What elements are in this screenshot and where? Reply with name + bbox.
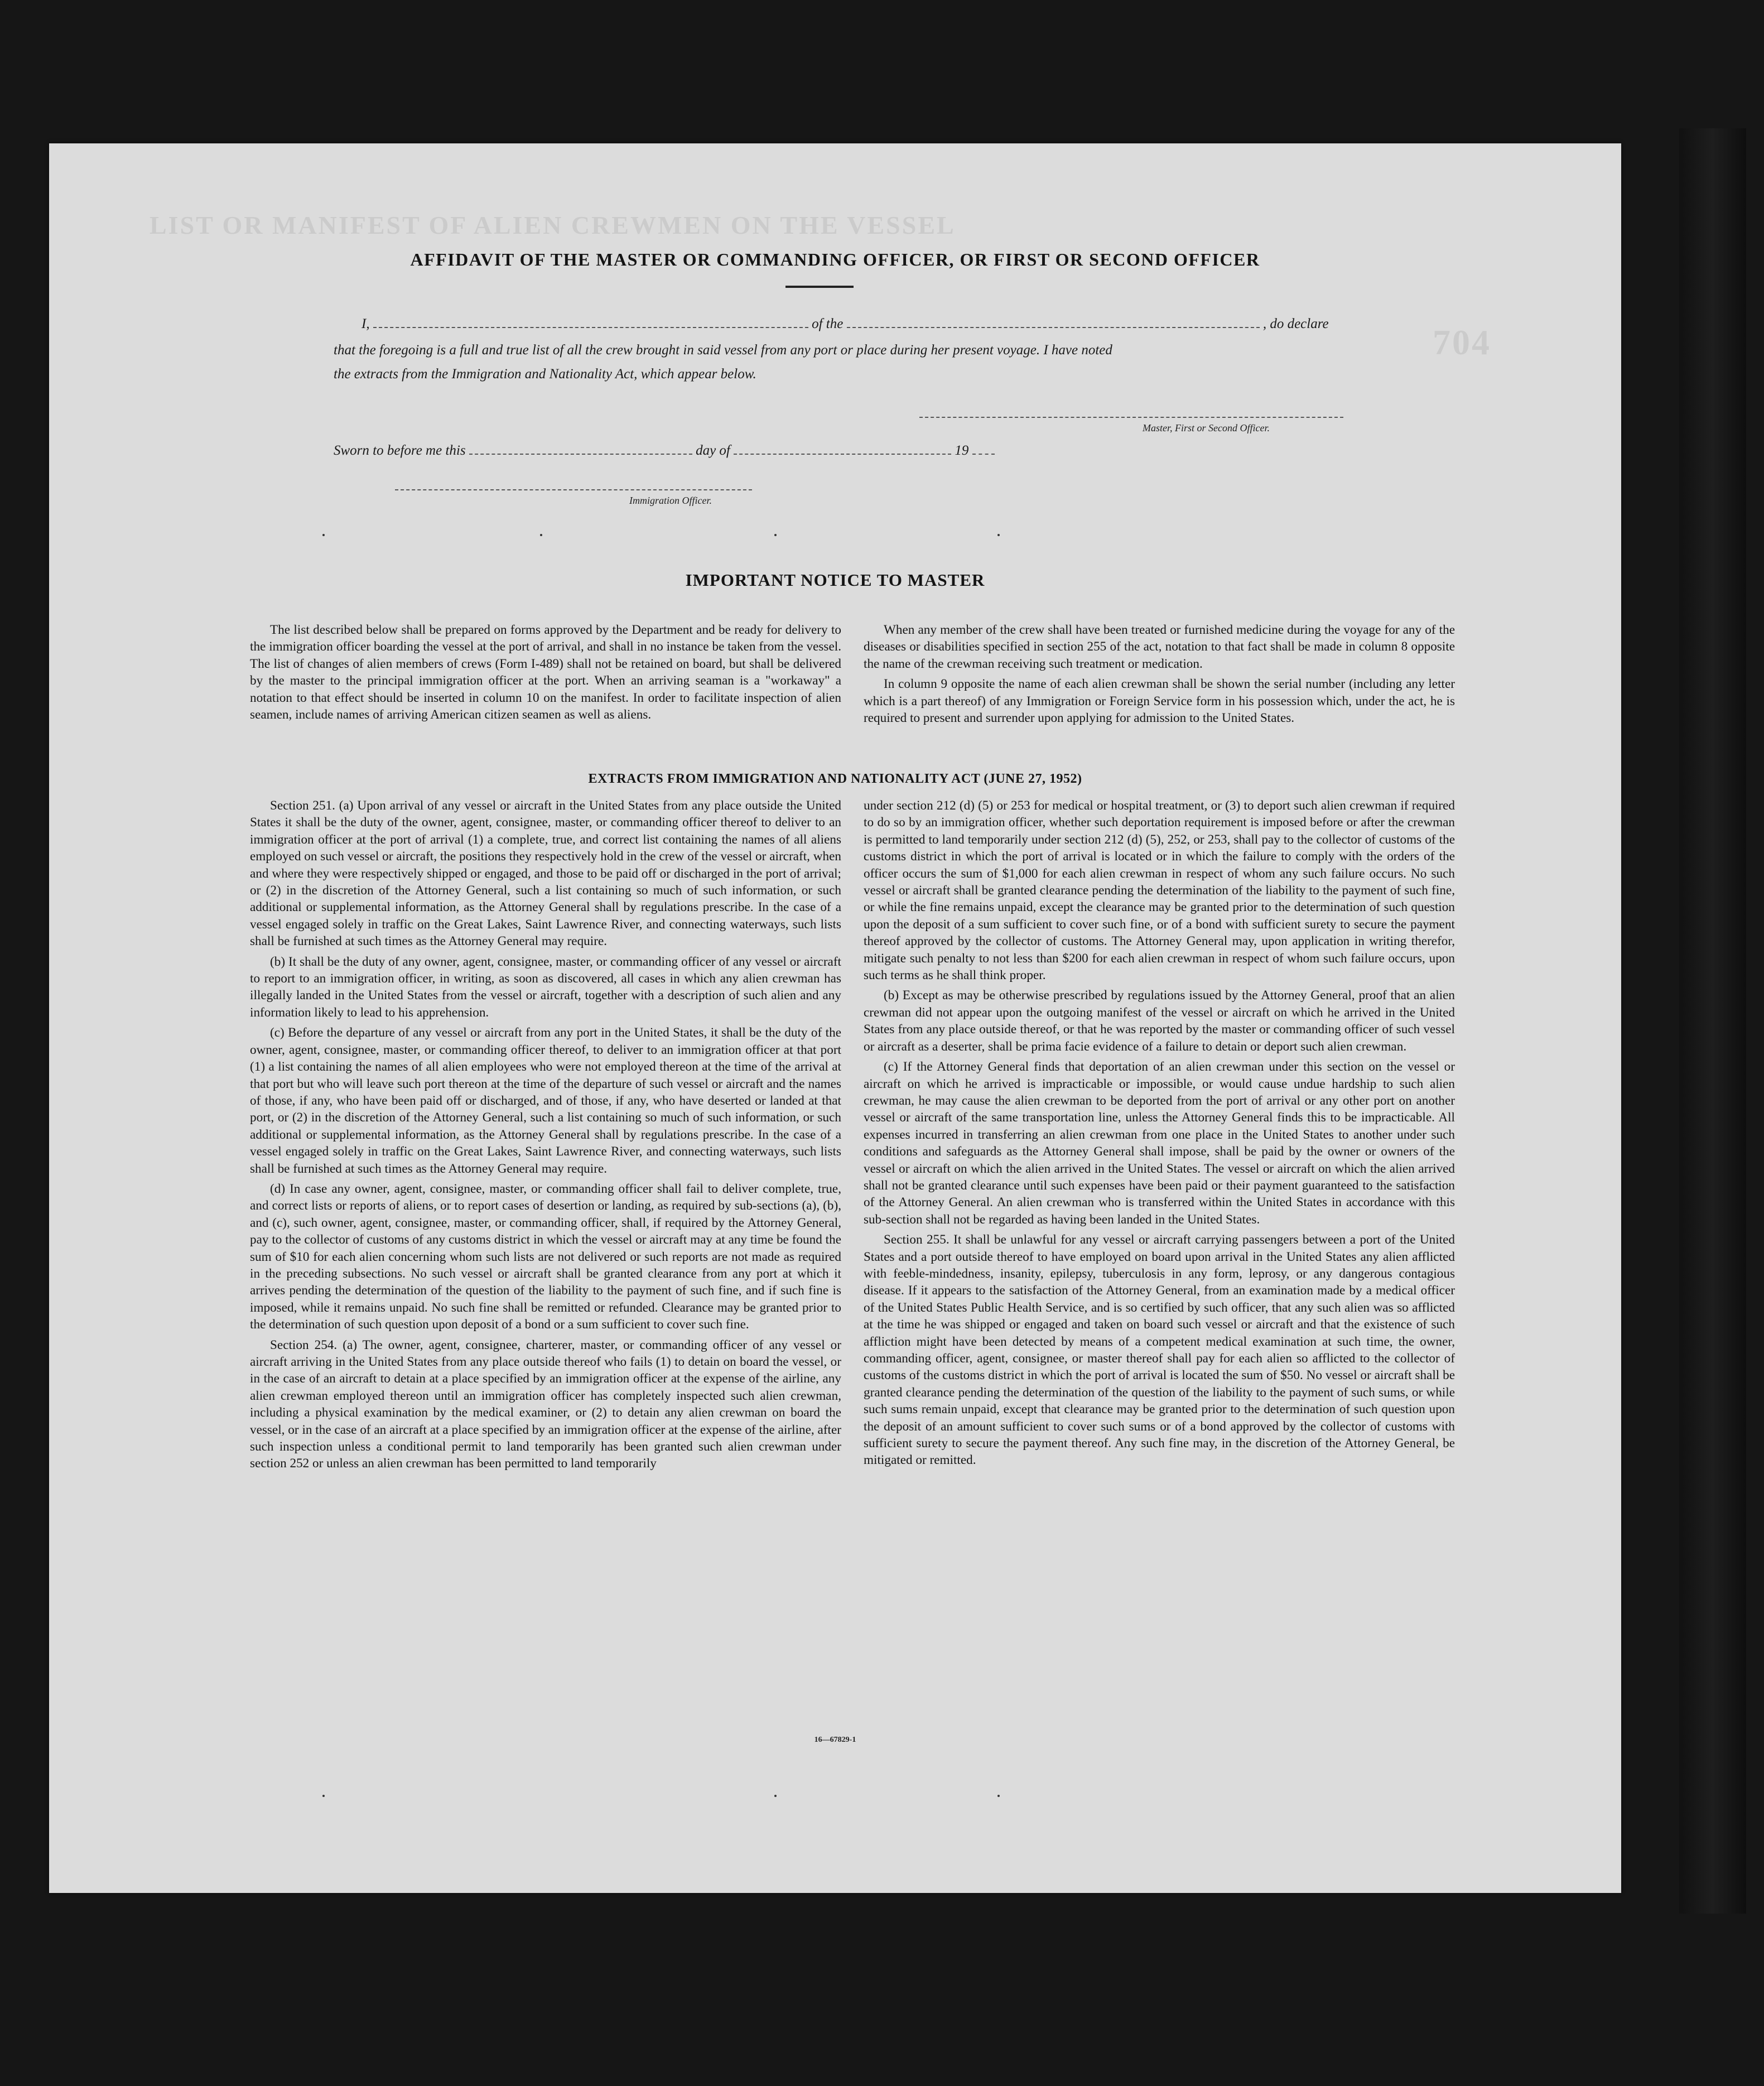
extract-section-254a: Section 254. (a) The owner, agent, consignee, charterer, master, or commanding officer of any vessel or aircraft arriving in the United States from any place outside thereof who fails (1) to detain on board the vessel, or in the case of an aircraft to detain at a place specified by an immigration officer at the expense of the airline, any alien crewman employed thereon until an immigration officer has completely inspected such alien crewman, including a physical examination by the medical examiner, or (2) to detain any alien crewman on board the vessel, or in the case of an aircraft at a place specified by an immigration officer at the expense of the airline, after such inspection unless a conditional permit to land temporarily has been granted such alien crewman under section 252 or unless an alien crewman has been permitted to land temporarily [250,1337,841,1471]
form-code: 16—67829-1 [814,1736,856,1744]
affidavit-title: AFFIDAVIT OF THE MASTER OR COMMANDING OFFICER, OR FIRST OR SECOND OFFICER [410,249,1260,269]
speck [997,1795,1000,1797]
notice-left-column [250,622,841,726]
declarant-name-field[interactable] [373,317,808,328]
sworn-line [334,443,995,459]
sworn-prefix: Sworn to before me this [334,443,466,458]
declarant-prefix: I, [362,316,370,331]
extract-section-251b: (b) It shall be the duty of any owner, agent, consignee, master, or commanding officer of any vessel or aircraft to report to an immigration officer, in writing, as soon as discovered, all cases in which any alien crewman has illegally landed in the United States from the vessel or aircraft, together with a description of such alien and any information likely to lead to his apprehension. [250,954,841,1020]
vessel-name-field[interactable] [847,317,1260,328]
immigration-officer-caption: Immigration Officer. [629,495,712,506]
speck [322,1795,325,1797]
extracts-left-column [250,797,841,1476]
adjacent-page-edge [1679,128,1746,1914]
extracts-title: EXTRACTS FROM IMMIGRATION AND NATIONALITY ACT (JUNE 27, 1952) [588,772,1082,786]
extract-section-251c: (c) Before the departure of any vessel or aircraft from any port in the United States, it shall be the duty of the owner, agent, consignee, master, or commanding officer thereof, to deliver to an immigration officer at that port (1) a list containing the names of all alien employees who were not employed thereon at the time of the arrival at that port but who will leave such port thereon at the time of the departure of such vessel or aircraft and the names of those, if any, who have been paid off or discharged, and of those, if any, who have deserted or landed at that port, or (2) in the discretion of the Attorney General, such a list containing so much of such information, or such additional or supplemental information, as the Attorney General shall by regulations prescribe. In the case of a vessel engaged solely in traffic on the Great Lakes, Saint Lawrence River, and connecting waterways, such lists shall be furnished at such times as the Attorney General may require. [250,1025,841,1176]
bleed-through-number: 704 [1433,322,1491,362]
speck [322,534,325,536]
immigration-officer-signature-line[interactable] [395,489,752,490]
extract-section-254b: (b) Except as may be otherwise prescribed by regulations issued by the Attorney General, proof that an alien crewman did not appear upon the outgoing manifest of the vessel or aircraft on which he arrived in the United States from any place outside thereof, or that he was reported by the master or commanding officer of such vessel or aircraft as a deserter, shall be prima facie evidence of a failure to detain or deport such alien crewman. [864,988,1455,1054]
notice-right-paragraph-1: When any member of the crew shall have been treated or furnished medicine during the voyage for any of the diseases or disabilities specified in section 255 of the act, notation to that fact shall be made in column 8 opposite the name of the crewman receiving such treatment or medication. [864,623,1455,671]
speck [774,534,777,536]
extract-section-251d: (d) In case any owner, agent, consignee, master, or commanding officer shall fail to deliver complete, true, and correct lists or reports of aliens, or to report cases of desertion or landing, as required by sub-sections (a), (b), and (c), such owner, agent, consignee, master, or commanding officer, shall, if required by the Attorney General, pay to the collector of customs of any customs district in which the vessel or aircraft may at any time be found the sum of $10 for each alien concerning whom such lists are not delivered or such reports are not made as required in the preceding subsections. No such vessel or aircraft shall be granted clearance from any port at which it arrives pending the determination of the question of the liability to the payment of such fine, and if such fine is imposed, while it remains unpaid. No such fine shall be remitted or refunded. Clearance may be granted prior to the determination of such question upon deposit of a bond or a sum sufficient to cover such fine. [250,1181,841,1332]
notice-right-paragraph-2: In column 9 opposite the name of each alien crewman shall be shown the serial number (including any letter which is a part thereof) of any Immigration or Foreign Service form in his possession which, under the act, he is required to present and surrender upon applying for admission to the United States. [864,677,1455,726]
speck [774,1795,777,1797]
extracts-right-column [864,797,1455,1472]
title-rule [785,286,854,288]
bleed-through-text: LIST OR MANIFEST OF ALIEN CREWMEN ON THE VESSEL [150,211,956,239]
sworn-day-field[interactable] [469,444,692,455]
extract-section-254a-cont: under section 212 (d) (5) or 253 for medical or hospital treatment, or (3) to deport such alien crewman if required to do so by an immigration officer, whether such deportation requirement is imposed before or after the crewman is permitted to land temporarily under section 212 (d) (5), 252, or 253, shall pay to the collector of customs of the customs district in which the port of arrival is located or in which the failure to comply with the orders of the officer occurs the sum of $1,000 for each alien crewman in respect of whom any such failure occurs. No such vessel or aircraft shall be granted clearance pending the determination of the liability to the payment of such fine, or while the fine remains unpaid, except the clearance may be granted prior to the determination of such question upon the deposit of a sum sufficient to cover such fine, or of a bond with sufficient surety to secure the payment thereof approved by the collector of customs. The Attorney General may, upon application in writing therefor, mitigate such penalty to not less than $200 for each alien crewman in respect of whom such failure occurs, upon such terms as he shall think proper. [864,798,1455,983]
notice-right-column [864,622,1455,730]
master-signature-line[interactable] [919,417,1343,418]
sworn-day-label: day of [696,443,730,458]
document-page [49,143,1621,1893]
vessel-label: of the [812,316,844,331]
master-signature-caption: Master, First or Second Officer. [1143,422,1270,433]
speck [997,534,1000,536]
sworn-year-field[interactable] [972,444,995,455]
extract-section-251a: Section 251. (a) Upon arrival of any vessel or aircraft in the United States from any place outside the United States it shall be the duty of the owner, agent, consignee, master, or commanding officer thereof to deliver to an immigration officer at the port of arrival (1) a complete, true, and correct list containing the names of all aliens employed on such vessel or aircraft, the positions they respectively hold in the crew of the vessel or aircraft, when and where they were respectively shipped or engaged, and those to be paid off or discharged in the port of arrival; or (2) in the discretion of the Attorney General, such a list containing so much of such information, or such additional or supplemental information, as the Attorney General shall by regulations prescribe. In the case of a vessel engaged solely in traffic on the Great Lakes, Saint Lawrence River, and connecting waterways, such lists shall be furnished at such times as the Attorney General may require. [250,798,841,949]
declare-suffix: , do declare [1262,316,1329,331]
sworn-year-label: 19 [955,443,969,458]
declaration-line-1 [362,316,1329,332]
extract-section-254c: (c) If the Attorney General finds that deportation of an alien crewman under this section on the vessel or aircraft on which he arrived is impracticable or impossible, or would cause undue hardship to such alien crewman, he may cause the alien crewman to be deported from the port of arrival or any other port on another vessel or aircraft of the same transportation line, unless the Attorney General finds this to be impracticable. All expenses incurred in transferring an alien crewman from one place in the United States to another under such conditions and safeguards as the Attorney General shall impose, shall be paid by the owner or owners of the vessel or aircraft on which the alien arrived in the United States. The vessel or aircraft on which the alien arrived shall not be granted clearance until such expenses have been paid or their payment guaranteed to the satisfaction of the Attorney General. An alien crewman who is transferred within the United States in accordance with this sub-section shall not be regarded as having been landed in the United States. [864,1059,1455,1227]
declaration-line-3: the extracts from the Immigration and Nationality Act, which appear below. [334,367,756,382]
extract-section-255: Section 255. It shall be unlawful for any vessel or aircraft carrying passengers between a port of the United States and a port outside thereof to have employed on board upon arrival in the United States any alien afflicted with feeble-mindedness, insanity, epilepsy, tuberculosis in any form, leprosy, or any dangerous contagious disease. If it appears to the satisfaction of the Attorney General, from an examination made by a medical officer of the United States Public Health Service, and is so certified by such officer, that any such alien was so afflicted at the time he was shipped or engaged and taken on board such vessel or aircraft and that the existence of such affliction might have been detected by means of a competent medical examination at such time, the owner, commanding officer, agent, consignee, or master thereof shall pay for each alien so afflicted to the collector of customs of the customs district in which the port of arrival is located the sum of $50. No vessel or aircraft shall be granted clearance pending the determination of the question of the liability to the payment of such sums, or while such sums remain unpaid, except that clearance may be granted prior to the determination of such question upon the deposit of an amount sufficient to cover such sums or of a bond approved by the collector of customs with sufficient surety to secure the payment thereof. Any such fine may, in the discretion of the Attorney General, be mitigated or remitted. [864,1232,1455,1468]
speck [540,534,542,536]
notice-title: IMPORTANT NOTICE TO MASTER [685,570,985,590]
notice-left-paragraph: The list described below shall be prepared on forms approved by the Department and be ready for delivery to the immigration officer boarding the vessel at the port of arrival, and shall in no instance be taken from the vessel. The list of changes of alien members of crews (Form I-489) shall not be retained on board, but shall be delivered by the master to the principal immigration officer at the port. When an arriving seaman is a "workaway" a notation to that effect should be inserted in column 10 on the manifest. In order to facilitate inspection of alien seamen, include names of arriving American citizen seamen as well as aliens. [250,623,841,722]
sworn-month-field[interactable] [734,444,951,455]
declaration-line-2: that the foregoing is a full and true list of all the crew brought in said vessel from any port or place during her present voyage. I have noted [334,343,1112,358]
